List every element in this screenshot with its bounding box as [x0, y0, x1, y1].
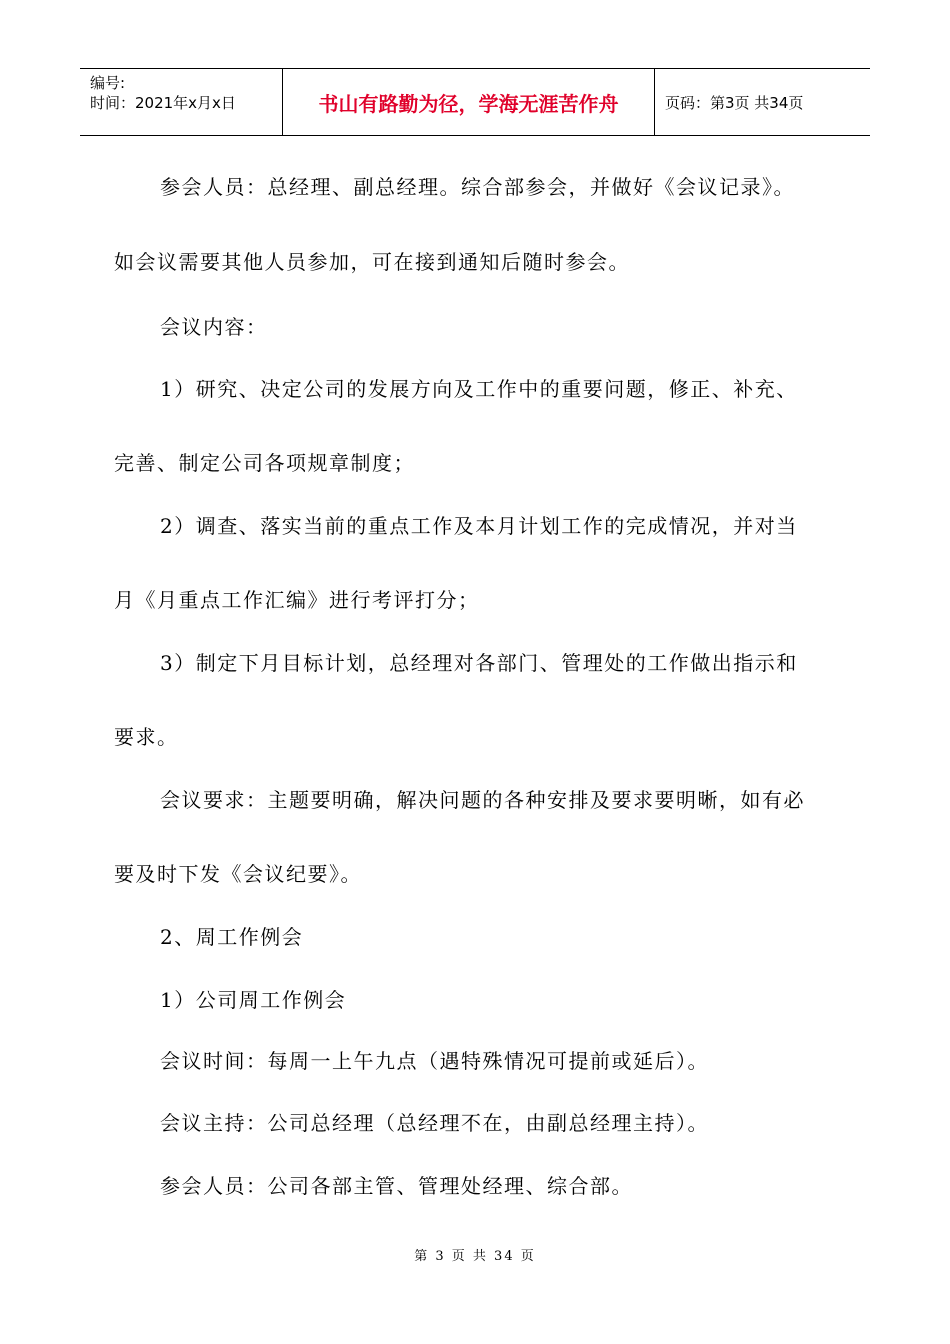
header-meta — [80, 69, 283, 135]
paragraph: 要求。 — [114, 725, 179, 749]
paragraph: 月《月重点工作汇编》进行考评打分； — [114, 588, 480, 612]
paragraph: 完善、制定公司各项规章制度； — [114, 451, 415, 475]
section-heading: 2、周工作例会 — [160, 925, 304, 949]
paragraph: 2）调查、落实当前的重点工作及本月计划工作的完成情况，并对当 — [160, 514, 798, 538]
paragraph: 1）研究、决定公司的发展方向及工作中的重要问题，修正、补充、 — [160, 377, 798, 401]
header-page-number: 页码：第3页 共34页 — [665, 93, 804, 112]
header-motto: 书山有路勤为径，学海无涯苦作舟 — [283, 69, 655, 135]
paragraph: 会议时间：每周一上午九点（遇特殊情况可提前或延后）。 — [160, 1049, 709, 1073]
paragraph: 会议内容： — [160, 315, 268, 339]
paragraph: 会议主持：公司总经理（总经理不在，由副总经理主持）。 — [160, 1111, 709, 1135]
subsection-heading: 1）公司周工作例会 — [160, 988, 347, 1012]
page-footer: 第 3 页 共 34 页 — [414, 1249, 536, 1264]
serial-number-label: 编号: — [90, 74, 126, 92]
paragraph: 参会人员：总经理、副总经理。综合部参会，并做好《会议记录》。 — [160, 175, 795, 199]
paragraph: 参会人员：公司各部主管、管理处经理、综合部。 — [160, 1174, 633, 1198]
paragraph: 3）制定下月目标计划，总经理对各部门、管理处的工作做出指示和 — [160, 651, 798, 675]
paragraph: 如会议需要其他人员参加，可在接到通知后随时参会。 — [114, 250, 630, 274]
page-header — [80, 68, 870, 136]
paragraph: 要及时下发《会议纪要》。 — [114, 862, 362, 886]
date-label: 时间：2021年x月x日 — [90, 94, 236, 112]
paragraph: 会议要求：主题要明确，解决问题的各种安排及要求要明晰，如有必 — [160, 788, 805, 812]
